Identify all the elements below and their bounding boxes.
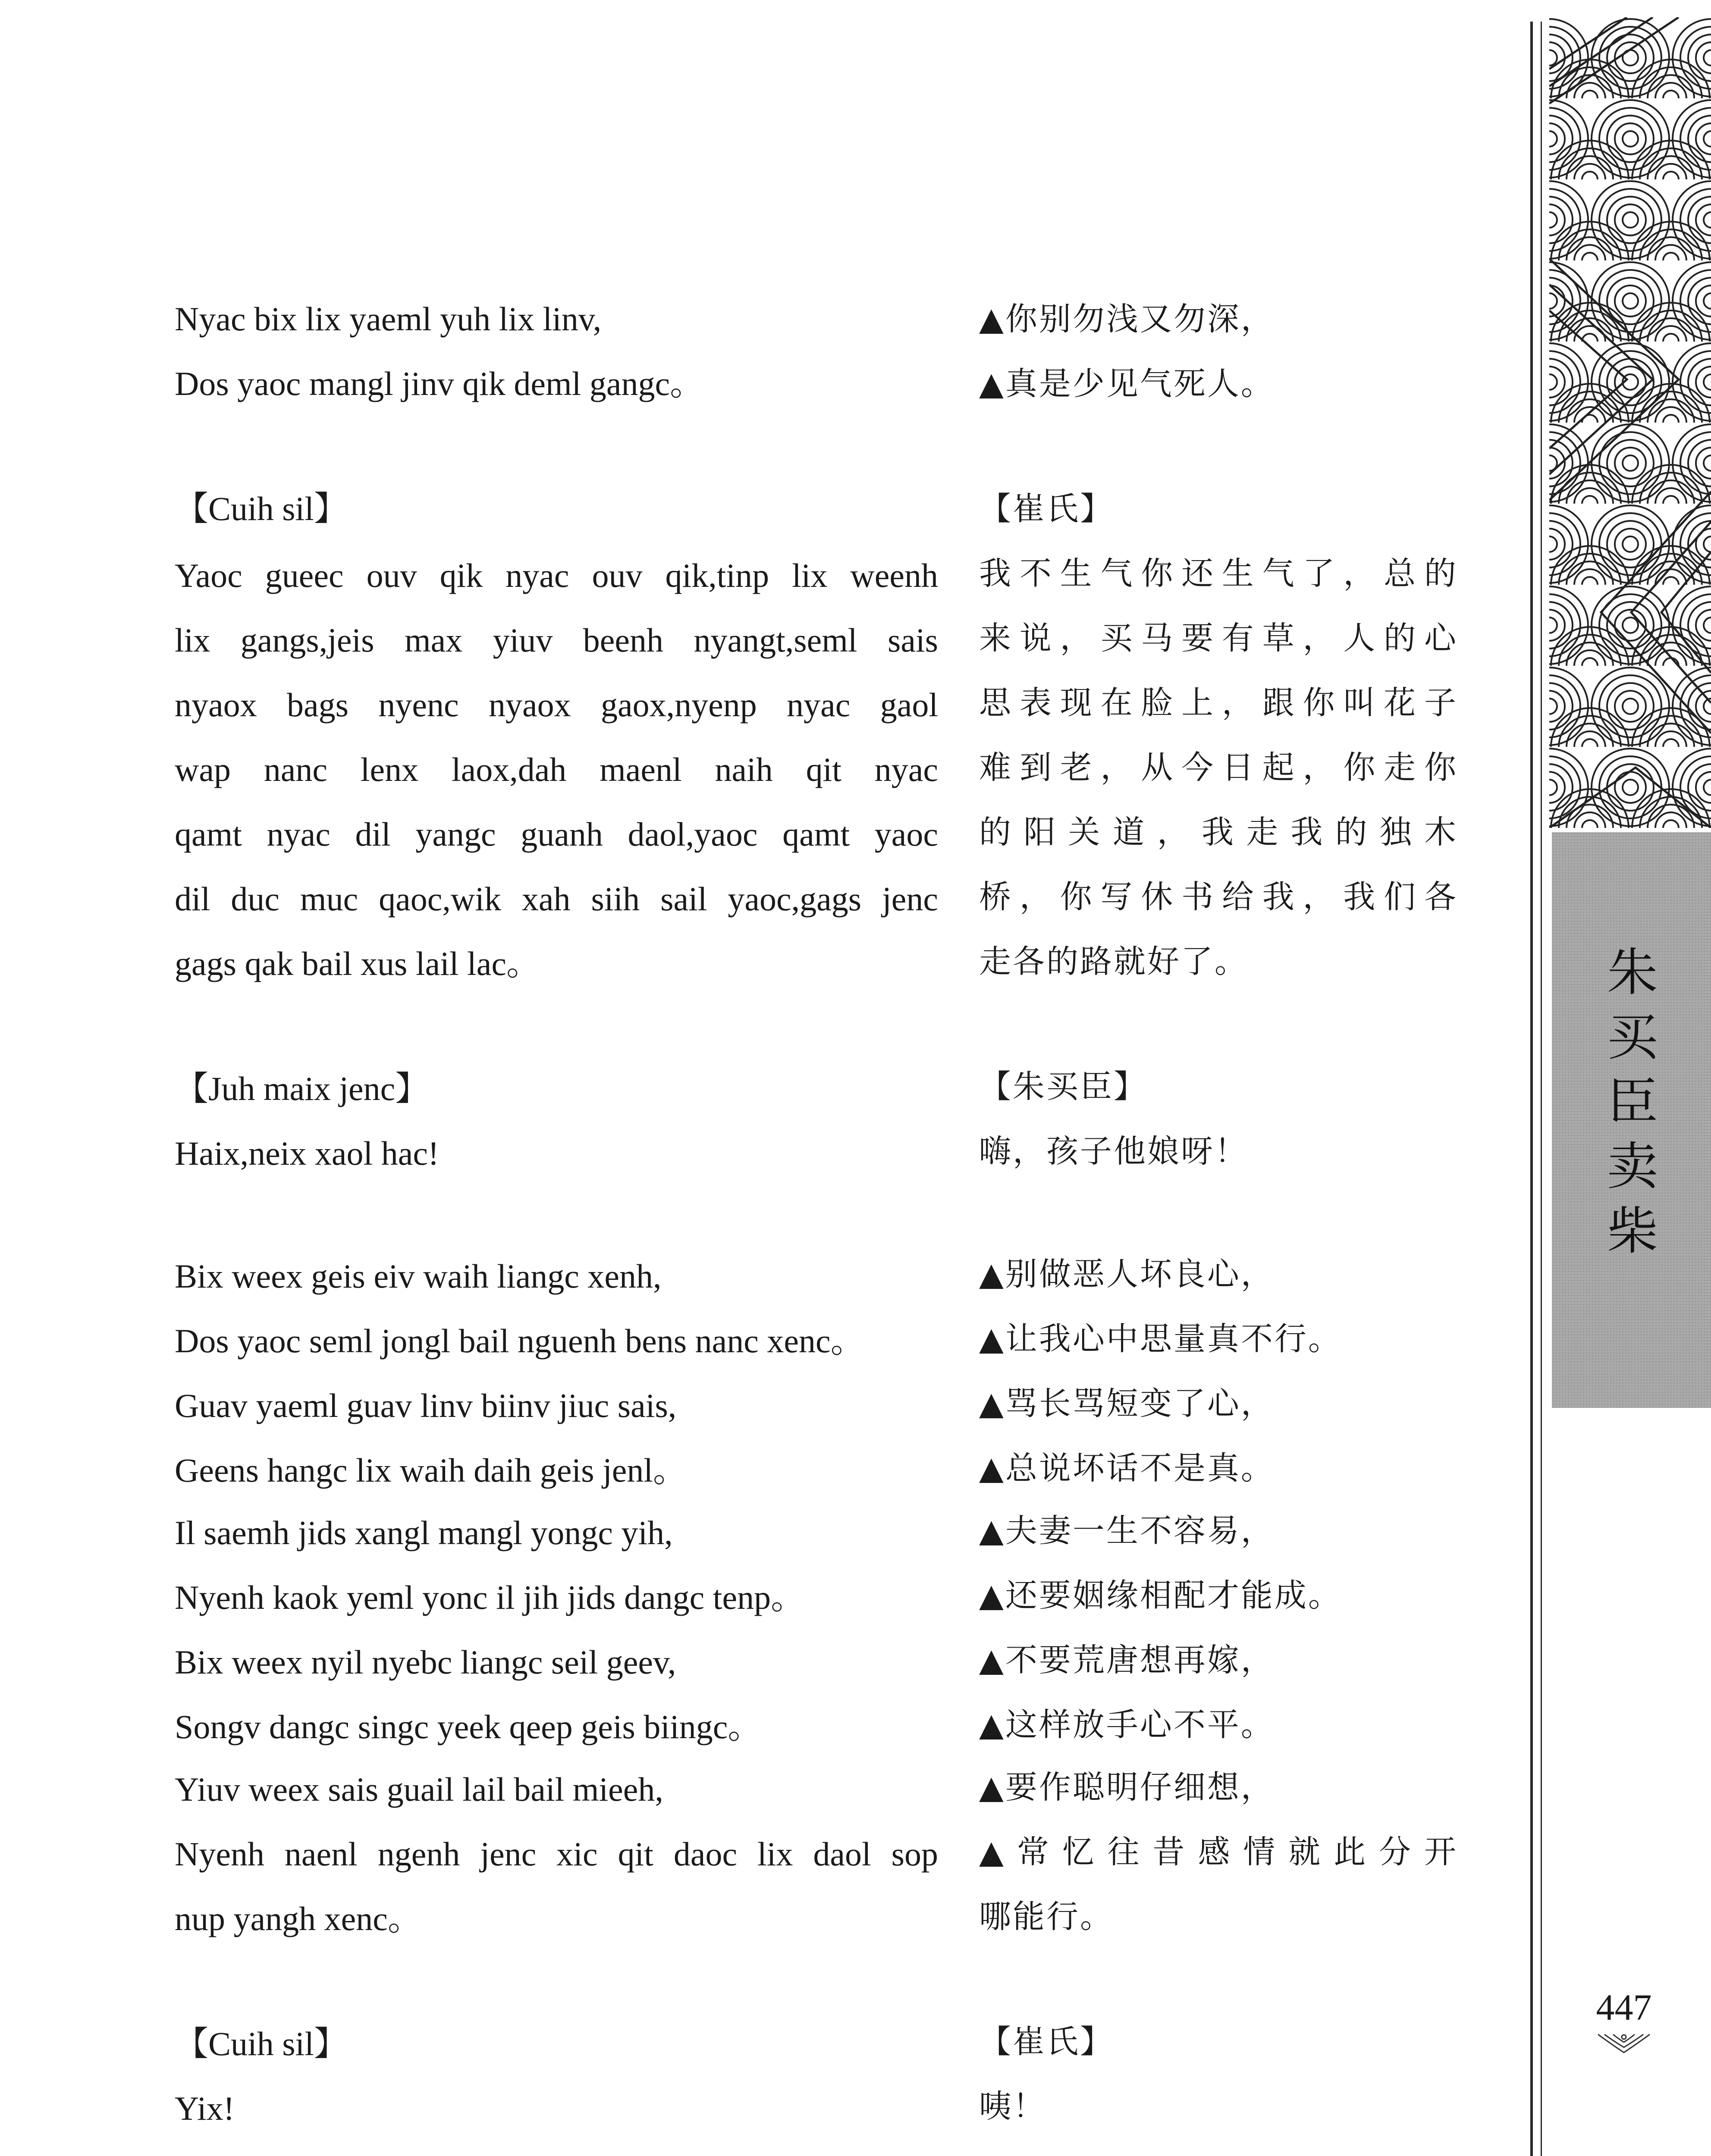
prose-line: 我不生气你还生气了，总的 — [979, 555, 1458, 592]
prose-line: 桥，你写休书给我，我们各 — [979, 878, 1458, 915]
prose-line: 思表现在脸上，跟你叫花子 — [979, 684, 1458, 721]
verse-line: 哪能行。 — [979, 1898, 1114, 1935]
verse-line: ▲夫妻一生不容易， — [979, 1512, 1275, 1549]
speaker-label: 【崔氏】 — [979, 490, 1114, 527]
cloud-pattern-ornament — [1549, 17, 1711, 828]
verse-line: Nyenh kaok yeml yonc il jih jids dangc tenp。 — [175, 1579, 805, 1616]
verse-line: Bix weex nyil nyebc liangc seil geev, — [175, 1643, 676, 1681]
verse-line: ▲你别勿浅又勿深， — [979, 301, 1275, 338]
prose-line: 咦！ — [979, 2088, 1046, 2125]
prose-line: 的阳关道，我走我的独木 — [979, 814, 1458, 851]
speaker-label: 【Cuih sil】 — [175, 490, 348, 527]
prose-line: nyaox bags nyenc nyaox gaox,nyenp nyac gaol — [175, 686, 938, 724]
verse-line: ▲要作聪明仔细想， — [979, 1769, 1275, 1806]
verse-line: ▲还要姻缘相配才能成。 — [979, 1577, 1342, 1614]
speaker-label: 【Cuih sil】 — [175, 2025, 348, 2062]
verse-line: ▲总说坏话不是真。 — [979, 1450, 1275, 1487]
verse-line: Bix weex geis eiv waih liangc xenh, — [175, 1257, 662, 1295]
prose-line: Yaoc gueec ouv qik nyac ouv qik,tinp lix weenh — [175, 557, 938, 594]
verse-line: ▲这样放手心不平。 — [979, 1706, 1275, 1743]
prose-line: Yix! — [175, 2090, 235, 2127]
verse-line: ▲骂长骂短变了心， — [979, 1385, 1275, 1422]
prose-line: gags qak bail xus lail lac。 — [175, 945, 540, 982]
prose-line: Haix,neix xaol hac! — [175, 1134, 439, 1172]
verse-line: Il saemh jids xangl mangl yongc yih, — [175, 1514, 673, 1551]
prose-line: 嗨，孩子他娘呀！ — [979, 1133, 1248, 1170]
prose-line: 走各的路就好了。 — [979, 943, 1248, 980]
verse-line: Guav yaeml guav linv biinv jiuc sais, — [175, 1387, 677, 1424]
page-number: 447 — [1596, 1987, 1652, 2028]
verse-line: Yiuv weex sais guail lail bail mieeh, — [175, 1771, 663, 1808]
prose-line: qamt nyac dil yangc guanh daol,yaoc qamt yaoc — [175, 815, 938, 853]
verse-line: ▲不要荒唐想再嫁， — [979, 1642, 1275, 1679]
verse-line: Songv dangc singc yeek qeep geis biingc。 — [175, 1708, 762, 1745]
chapter-title: 朱 买 臣 卖 柴 — [1607, 943, 1658, 1261]
speaker-label: 【崔氏】 — [979, 2023, 1114, 2060]
verse-line: ▲别做恶人坏良心， — [979, 1256, 1275, 1293]
prose-line: 难到老，从今日起，你走你 — [979, 749, 1458, 786]
speaker-label: 【Juh maix jenc】 — [175, 1070, 429, 1107]
margin-rule — [1530, 22, 1533, 2156]
margin-rule — [1541, 22, 1542, 2156]
verse-line: nup yangh xenc。 — [175, 1900, 421, 1937]
verse-line: Geens hangc lix waih daih geis jenl。 — [175, 1451, 687, 1489]
verse-line: Nyac bix lix yaeml yuh lix linv, — [175, 300, 602, 338]
verse-line: Dos yaoc seml jongl bail nguenh bens nanc xenc。 — [175, 1322, 864, 1360]
verse-line: ▲真是少见气死人。 — [979, 365, 1275, 402]
verse-line: Nyenh naenl ngenh jenc xic qit daoc lix daol sop — [175, 1835, 938, 1873]
verse-line: ▲让我心中思量真不行。 — [979, 1320, 1342, 1357]
verse-line: Dos yaoc mangl jinv qik deml gangc。 — [175, 365, 704, 402]
prose-line: lix gangs,jeis max yiuv beenh nyangt,seml sais — [175, 621, 938, 659]
prose-line: 来说，买马要有草，人的心 — [979, 620, 1458, 657]
page-number-ornament-icon — [1596, 2031, 1652, 2055]
verse-line: ▲常忆往昔感情就此分开 — [979, 1833, 1458, 1871]
prose-line: dil duc muc qaoc,wik xah siih sail yaoc,gags jenc — [175, 880, 938, 918]
speaker-label: 【朱买臣】 — [979, 1068, 1147, 1105]
prose-line: wap nanc lenx laox,dah maenl naih qit nyac — [175, 751, 938, 788]
